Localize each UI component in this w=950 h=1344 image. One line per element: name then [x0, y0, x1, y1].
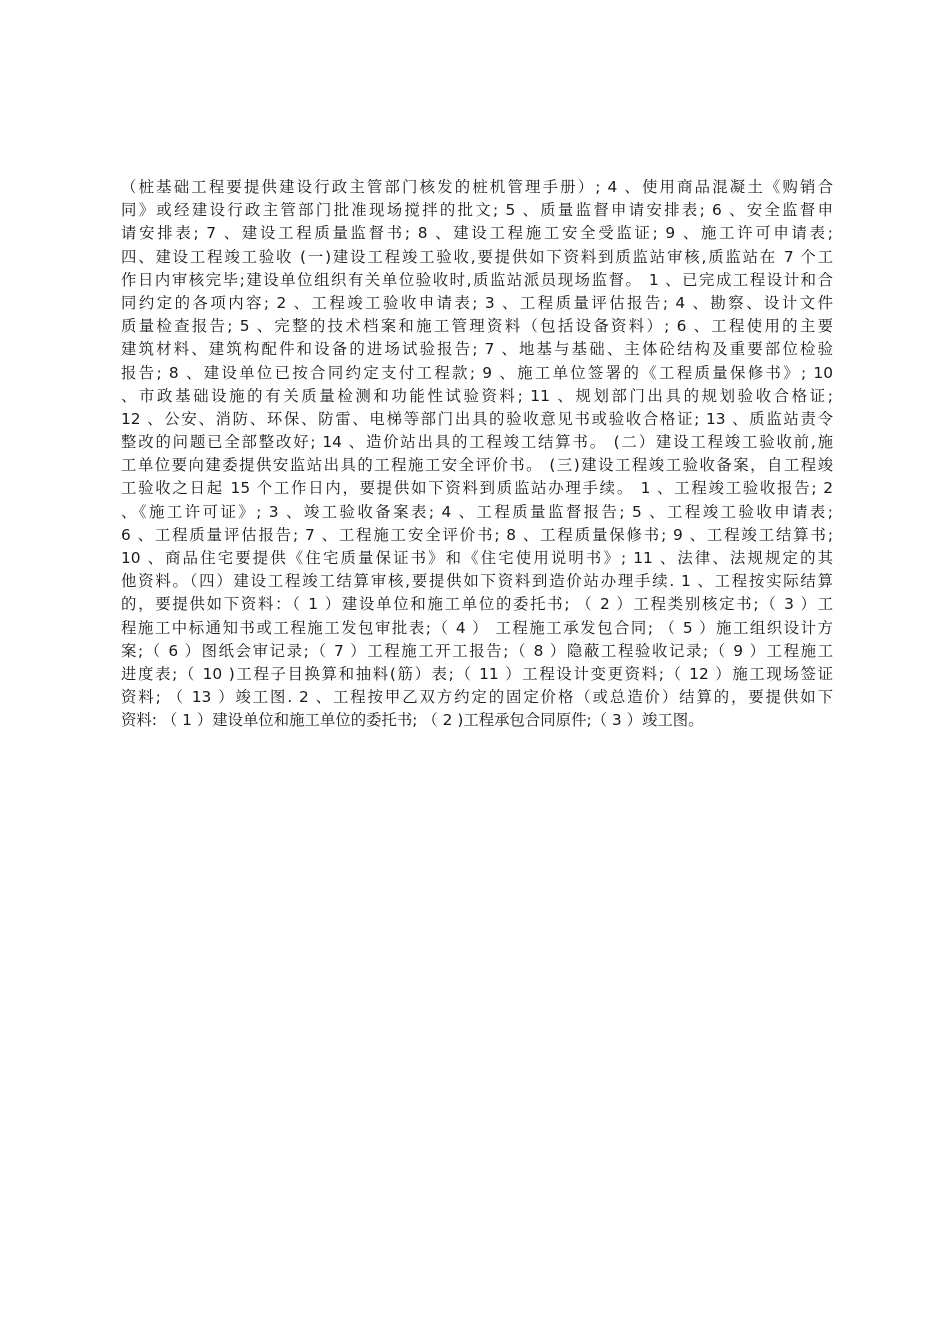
text-line: 进度表;（ 10 )工程子目换算和抽料(筋）表;（ 11 ）工程设计变更资料;（ 12 ）施工现场签证: [121, 664, 833, 683]
text-line: 程施工中标通知书或工程施工发包审批表;（ 4 ） 工程施工承发包合同; （ 5 ）施工组织设计方: [121, 618, 833, 637]
text-line: 工验收之日起 15 个工作日内，要提供如下资料到质监站办理手续。 1 、工程竣工验收报告; 2: [121, 479, 833, 498]
text-line: 12 、公安、消防、环保、防雷、电梯等部门出具的验收意见书或验收合格证; 13 、质监站责令: [121, 409, 833, 428]
text-line: 6 、工程质量评估报告; 7 、工程施工安全评价书; 8 、工程质量保修书; 9 、工程竣工结算书;: [121, 525, 833, 544]
text-line: 工单位要向建委提供安监站出具的工程施工安全评价书。 (三)建设工程竣工验收备案，自工程竣: [121, 456, 833, 475]
text-line: 同》或经建设行政主管部门批准现场搅拌的批文; 5 、质量监督申请安排表; 6 、安全监督申: [121, 201, 833, 220]
text-line: 同约定的各项内容; 2 、工程竣工验收申请表; 3 、工程质量评估报告; 4 、勘察、设计文件: [121, 293, 833, 312]
text-line: 案;（ 6 ）图纸会审记录;（ 7 ）工程施工开工报告;（ 8 ）隐蔽工程验收记录;（ 9 ）工程施工: [121, 641, 833, 660]
text-line: 资料: （ 1 ）建设单位和施工单位的委托书; （ 2 )工程承包合同原件;（ 3 ）竣工图。: [121, 711, 704, 730]
text-line: 、《施工许可证》; 3 、竣工验收备案表; 4 、工程质量监督报告; 5 、工程竣工验收申请表;: [121, 502, 833, 521]
text-line: 他资料。（四）建设工程竣工结算审核,要提供如下资料到造价站办理手续. 1 、工程按实际结算: [121, 572, 833, 591]
text-line: （桩基础工程要提供建设行政主管部门核发的桩机管理手册）; 4 、使用商品混凝土《购销合: [121, 178, 833, 196]
text-line: 的，要提供如下资料：（ 1 ）建设单位和施工单位的委托书; （ 2 ）工程类别核定书;（ 3 ）工: [121, 595, 833, 614]
text-line: 建筑材料、建筑构配件和设备的进场试验报告; 7 、地基与基础、主体砼结构及重要部位检验: [121, 340, 833, 359]
text-line: 质量检查报告; 5 、完整的技术档案和施工管理资料（包括设备资料）; 6 、工程使用的主要: [121, 317, 833, 336]
text-line: 、市政基础设施的有关质量检测和功能性试验资料; 11 、规划部门出具的规划验收合格证;: [121, 386, 833, 405]
text-line: 请安排表; 7 、建设工程质量监督书; 8 、建设工程施工安全受监证; 9 、施工许可申请表;: [121, 224, 833, 243]
body-paragraph: [121, 176, 833, 733]
text-line: 10 、商品住宅要提供《住宅质量保证书》和《住宅使用说明书》; 11 、法律、法规规定的其: [121, 549, 833, 567]
text-line: 作日内审核完毕;建设单位组织有关单位验收时,质监站派员现场监督。 1 、已完成工程设计和合: [121, 270, 833, 289]
text-line: 整改的问题已全部整改好; 14 、造价站出具的工程竣工结算书。 (二）建设工程竣工验收前,施: [121, 433, 833, 452]
text-line: 报告; 8 、建设单位已按合同约定支付工程款; 9 、施工单位签署的《工程质量保修书》; 10: [121, 363, 833, 382]
text-line: 资料; （ 13 ）竣工图. 2 、工程按甲乙双方约定的固定价格（或总造价）结算的，要提供如下: [121, 688, 833, 707]
text-line: 四、建设工程竣工验收 (一)建设工程竣工验收,要提供如下资料到质监站审核,质监站在 7 个工: [121, 247, 833, 266]
